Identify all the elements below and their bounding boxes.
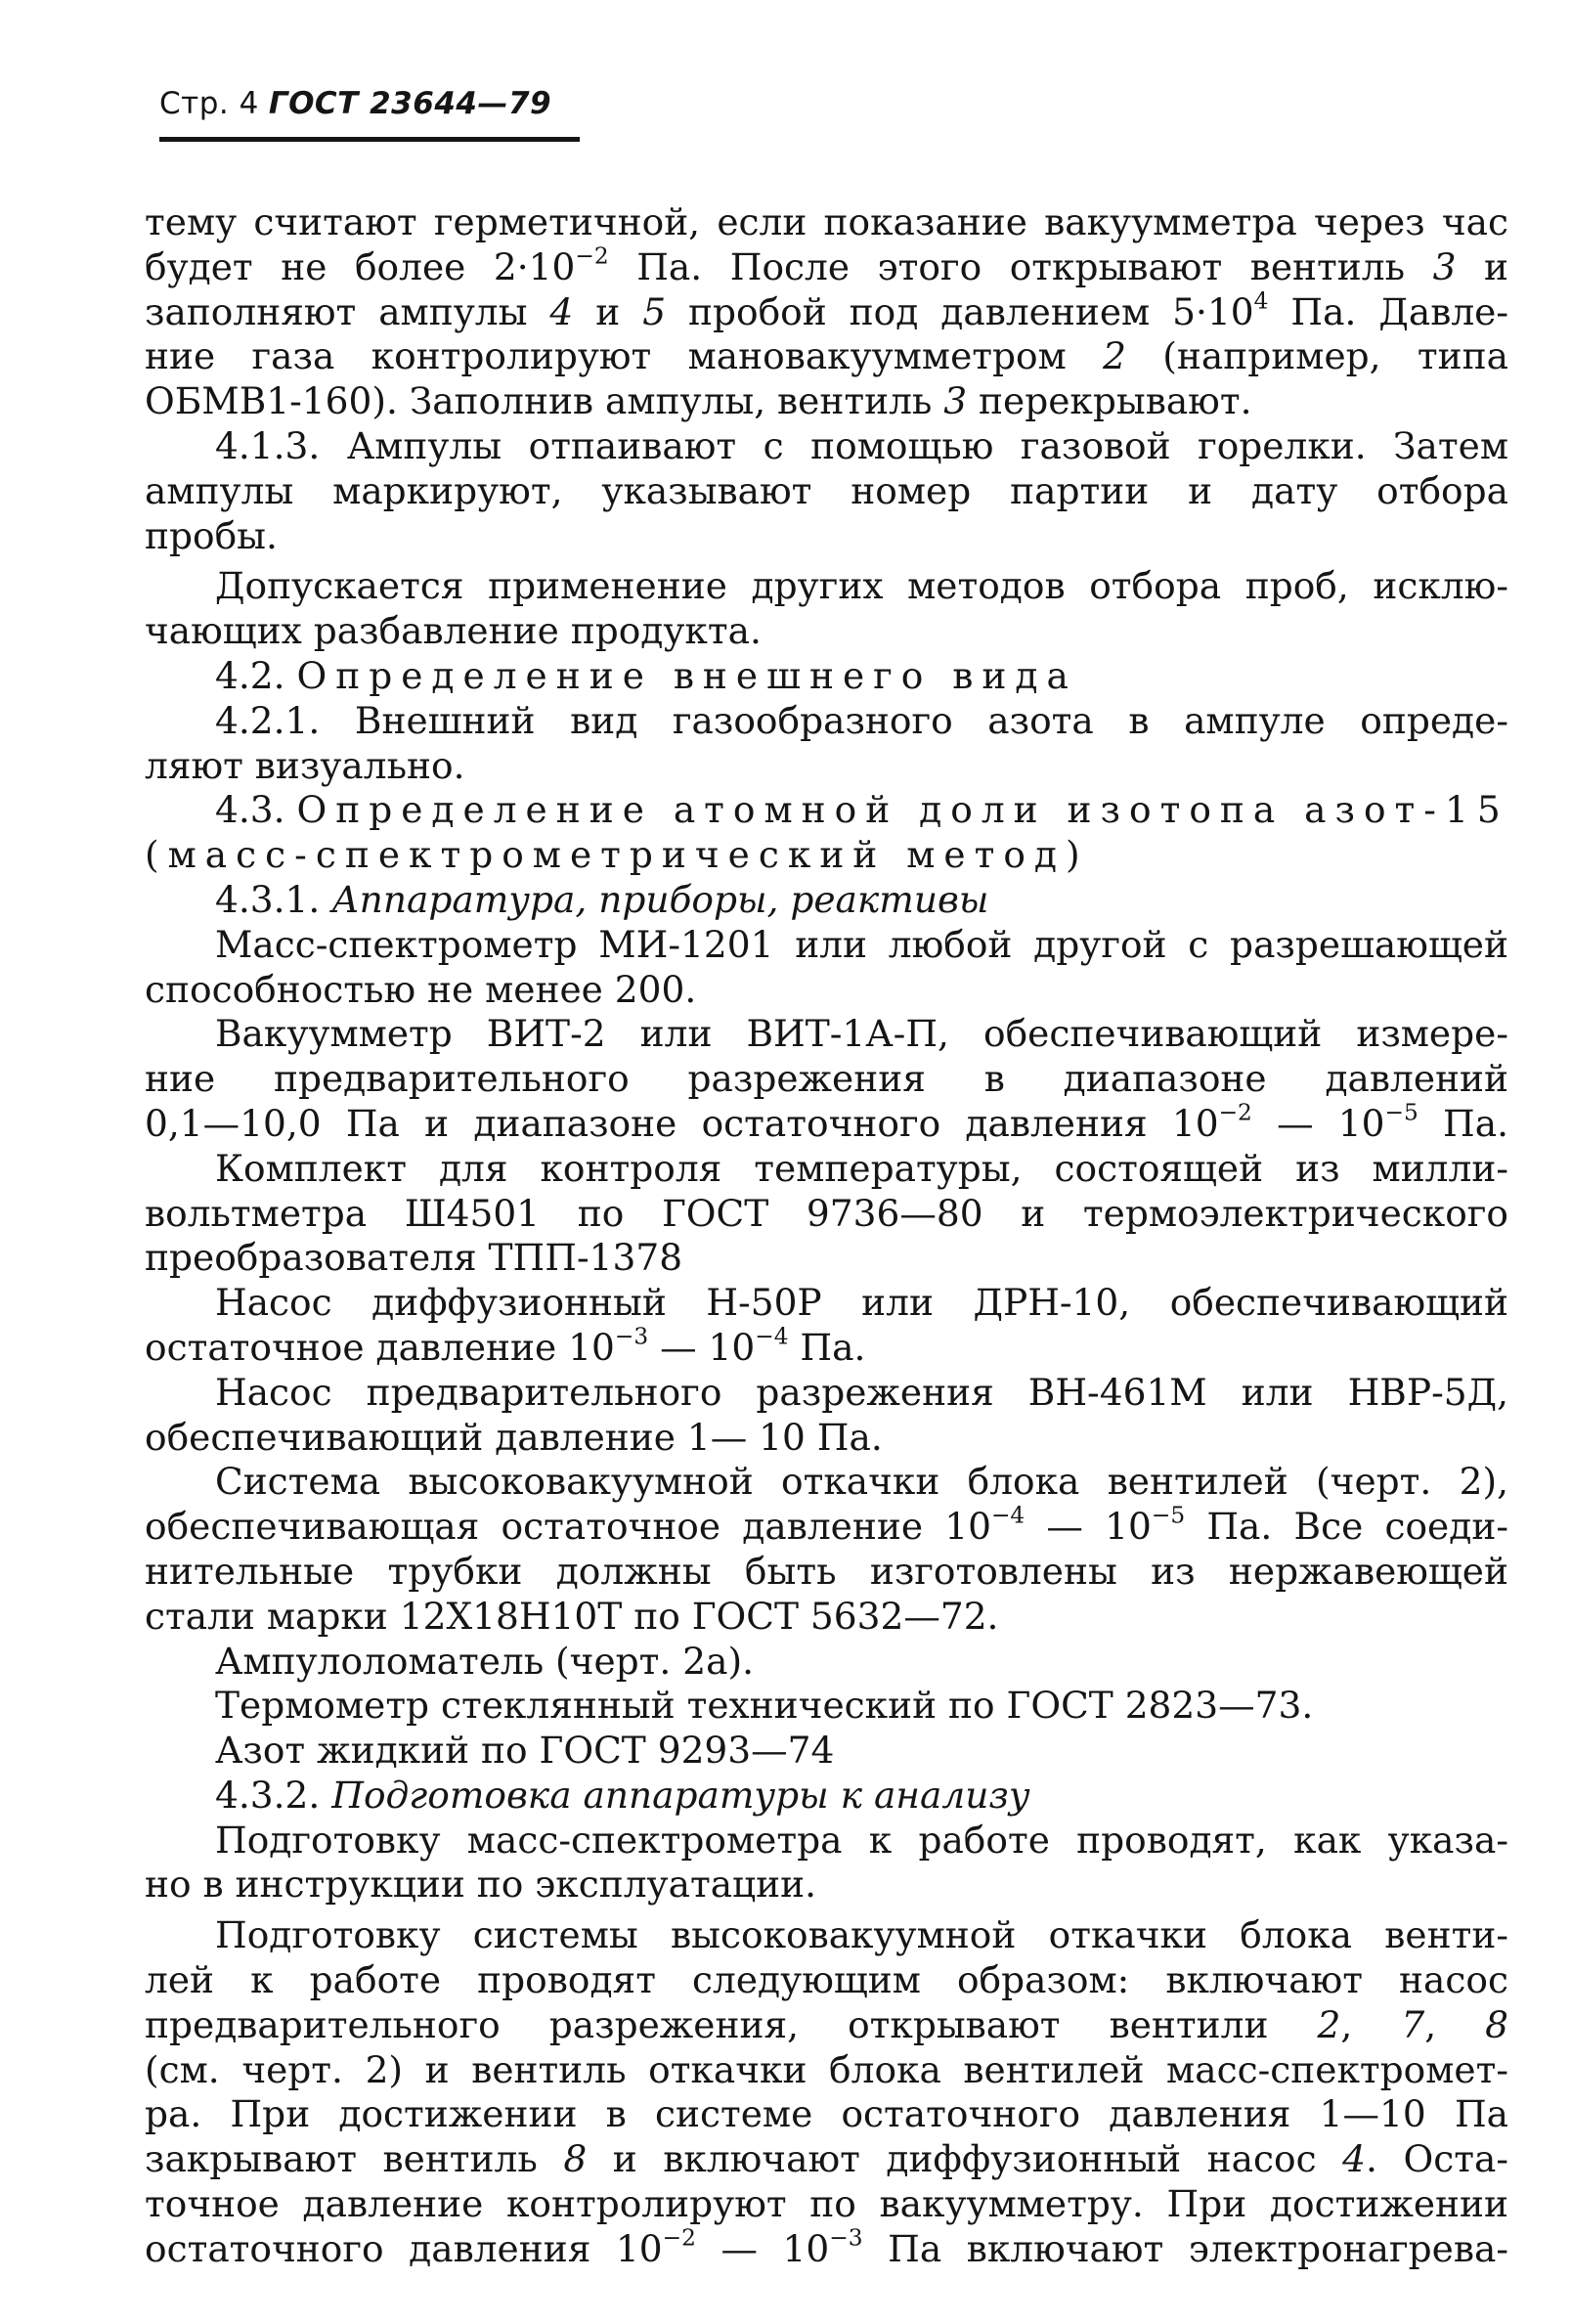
text-line: вольтметра Ш4501 по ГОСТ 9736—80 и термоэлектрического	[145, 1191, 1508, 1235]
text-line: будет не более $2\cdot 10^{-2}$ Па. После этого открывают вентиль 3 и	[145, 242, 1508, 288]
text-line: способностью не менее 200.	[145, 967, 697, 1011]
text-line: 4.1.3. Ампулы отпаивают с помощью газовой горелки. Затем	[215, 423, 1508, 467]
text-line: стали марки 12Х18Н10Т по ГОСТ 5632—72.	[145, 1594, 999, 1638]
section-heading: 4.3. Определение атомной доли изотопа азот-15	[215, 788, 1509, 832]
text-line: лей к работе проводят следующим образом: включают насос	[145, 1958, 1508, 2002]
text-line: 0,1—10,0 Па и диапазоне остаточного давления $10^{-2}$ — $10^{-5}$ Па.	[145, 1099, 1508, 1145]
text-line: остаточного давления $10^{-2}$ — $10^{-3}$ Па включают электронагрева-	[145, 2224, 1508, 2270]
text-line: Термометр стеклянный технический по ГОСТ 2823—73.	[215, 1684, 1314, 1728]
text-line: ляют визуально.	[145, 743, 465, 787]
text-line: пробы.	[145, 513, 278, 557]
text-line: обеспечивающая остаточное давление $10^{-4}$ — $10^{-5}$ Па. Все соеди-	[145, 1502, 1508, 1549]
text-line: ОБМВ1-160). Заполнив ампулы, вентиль 3 перекрывают.	[145, 379, 1252, 423]
text-line: Ампулоломатель (черт. 2а).	[215, 1639, 755, 1683]
text-line: закрывают вентиль 8 и включают диффузионный насос 4. Оста-	[145, 2137, 1508, 2181]
text-line: ние газа контролируют мановакуумметром 2 (например, типа	[145, 334, 1508, 378]
text-line: обеспечивающий давление 1— 10 Па.	[145, 1415, 883, 1459]
text-line: предварительного разрежения, открывают вентили 2, 7, 8	[145, 2002, 1509, 2046]
page-number-label: Стр. 4	[159, 86, 259, 121]
section-heading: 4.2. Определение внешнего вида	[215, 653, 1077, 697]
page-header	[159, 86, 580, 121]
text-line: Подготовку системы высоковакуумной откачки блока венти-	[215, 1913, 1508, 1957]
text-line: Масс-спектрометр МИ-1201 или любой другой с разрешающей	[215, 922, 1508, 966]
body-text	[145, 200, 1508, 2272]
subsection-heading: 4.3.1. Аппаратура, приборы, реактивы	[215, 877, 989, 921]
text-line: Допускается применение других методов отбора проб, исклю-	[215, 564, 1508, 608]
text-line: тему считают герметичной, если показание вакуумметра через час	[145, 200, 1508, 243]
text-line: Подготовку масс-спектрометра к работе проводят, как указа-	[215, 1818, 1508, 1862]
text-line: Азот жидкий по ГОСТ 9293—74	[215, 1729, 835, 1773]
text-line: Комплект для контроля температуры, состоящей из милли-	[215, 1146, 1508, 1190]
text-line: но в инструкции по эксплуатации.	[145, 1863, 817, 1907]
standard-number: ГОСТ 23644—79	[268, 86, 552, 121]
text-line: ампулы маркируют, указывают номер партии и дату отбора	[145, 468, 1508, 512]
text-line: чающих разбавление продукта.	[145, 609, 762, 653]
text-line: остаточное давление $10^{-3}$ — $10^{-4}$ Па.	[145, 1323, 866, 1369]
text-line: нительные трубки должны быть изготовлены из нержавеющей	[145, 1549, 1508, 1593]
text-line: заполняют ампулы 4 и 5 пробой под давлением $5\cdot 10^4$ Па. Давле-	[145, 287, 1508, 333]
section-heading: (масс-спектрометрический метод)	[145, 833, 1089, 877]
text-line: ние предварительного разрежения в диапазоне давлений	[145, 1057, 1508, 1101]
text-line: ра. При достижении в системе остаточного давления 1—10 Па	[145, 2092, 1508, 2136]
subsection-heading: 4.3.2. Подготовка аппаратуры к анализу	[215, 1773, 1030, 1817]
text-line: точное давление контролируют по вакуумметру. При достижении	[145, 2182, 1508, 2226]
text-line: Насос диффузионный Н-50Р или ДРН-10, обеспечивающий	[215, 1281, 1508, 1325]
text-line: 4.2.1. Внешний вид газообразного азота в ампуле опреде-	[215, 698, 1508, 742]
text-line: преобразователя ТПП-1378	[145, 1236, 683, 1280]
header-rule	[159, 137, 580, 142]
text-line: Система высоковакуумной откачки блока вентилей (черт. 2),	[215, 1460, 1508, 1504]
text-line: Вакуумметр ВИТ-2 или ВИТ-1А-П, обеспечивающий измере-	[215, 1012, 1508, 1056]
header-text	[159, 86, 580, 121]
text-line: Насос предварительного разрежения ВН-461М или НВР-5Д,	[215, 1370, 1508, 1414]
text-line: (см. черт. 2) и вентиль откачки блока вентилей масс-спектромет-	[145, 2047, 1508, 2091]
